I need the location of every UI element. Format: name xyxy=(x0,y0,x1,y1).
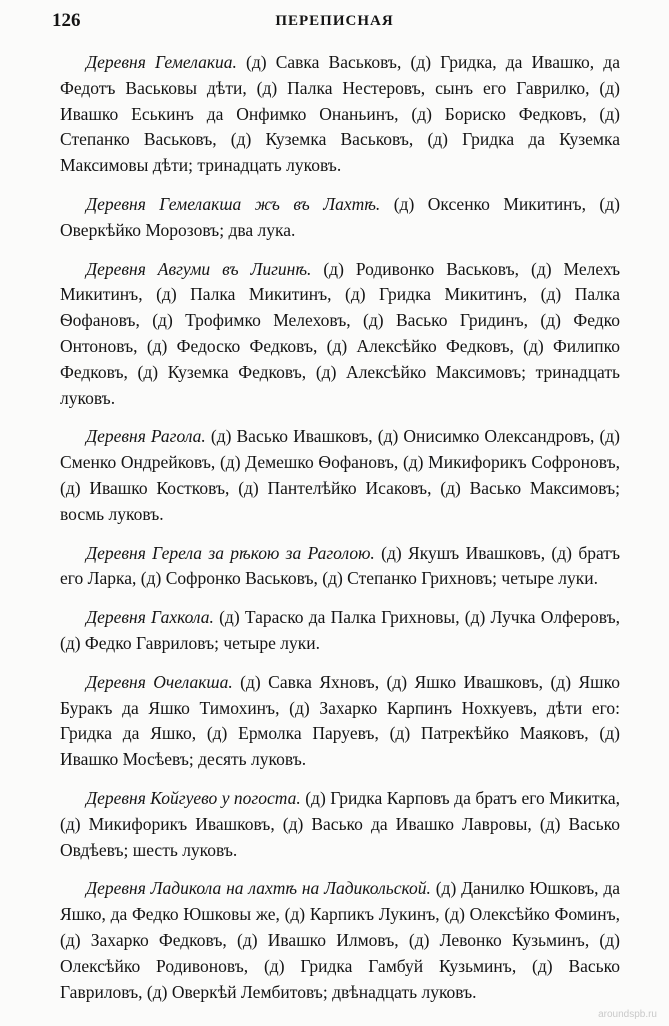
watermark: aroundspb.ru xyxy=(598,1009,657,1020)
household-list: (д) Якушъ Ивашковъ, (д) братъ его Ларка, (д) Софронко Васьковъ, (д) Степанко Грихновъ; четыре луки. xyxy=(60,542,620,589)
village-name: Деревня Рагола. xyxy=(86,426,206,447)
village-name: Деревня Гемелакиа. xyxy=(86,52,237,72)
household-list: (д) Данилко Юшковъ, да Яшко, да Федко Юшковы же, (д) Карпикъ Лукинъ, (д) Олексѣйко Фоминъ, (д) Захарко Федковъ, (д) Ивашко Илмовъ, (д) Левонко Кузьминъ, (д) Олексѣйко Родивоновъ, (д) Гридка Гамбуй Кузьминъ, (д) Васько Гавриловъ, (д) Оверкѣй Лембитовъ; двѣнадцать луковъ. xyxy=(60,878,621,1002)
household-list: (д) Родивонко Васьковъ, (д) Мелехъ Микитинъ, (д) Палка Микитинъ, (д) Гридка Микитинъ, (д) Палка Ѳофановъ, (д) Трофимко Мелеховъ, (д) Васько Гридинъ, (д) Федко Онтоновъ, (д) Федоско Федковъ, (д) Алексѣйко Федковъ, (д) Филипко Федковъ, (д) Куземка Федковъ, (д) Алексѣйко Максимовъ; тринадцать луковъ. xyxy=(60,258,620,408)
village-entry xyxy=(60,876,620,1005)
village-name: Деревня Авгуми въ Лигинѣ. xyxy=(86,258,312,279)
village-name: Деревня Гемелакша жъ въ Лахтѣ. xyxy=(86,193,381,214)
village-entry xyxy=(60,786,620,863)
household-list: (д) Савка Васьковъ, (д) Гридка, да Ивашко, да Федотъ Васьковы дѣти, (д) Палка Нестеровъ, сынъ его Гаврилко, (д) Ивашко Еськинъ да Онфимко Онаньинъ, (д) Бориско Федковъ, (д) Степанко Васьковъ, (д) Куземка Васьковъ, (д) Гридка да Куземка Максимовы дѣти; тринадцать луковъ. xyxy=(60,52,620,176)
village-entry xyxy=(60,424,620,527)
village-name: Деревня Койгуево у погоста. xyxy=(86,787,301,808)
page-header xyxy=(52,10,617,38)
household-list: (д) Оксенко Микитинъ, (д) Оверкѣйко Морозовъ; два лука. xyxy=(60,193,620,240)
village-entry xyxy=(60,50,620,179)
census-entries xyxy=(60,50,620,1018)
village-entry xyxy=(60,670,620,773)
village-name: Деревня Ладикола на лахтѣ на Ладикольской. xyxy=(86,878,431,899)
village-entry xyxy=(60,605,620,657)
village-name: Деревня Герела за рѣкою за Раголою. xyxy=(86,542,375,563)
household-list: (д) Гридка Карповъ да братъ его Микитка, (д) Микифорикъ Ивашковъ, (д) Васько да Ивашко Лавровы, (д) Васько Овдѣевъ; шесть луковъ. xyxy=(60,787,620,860)
household-list: (д) Васько Ивашковъ, (д) Онисимко Олександровъ, (д) Сменко Ондрейковъ, (д) Демешко Ѳофановъ, (д) Микифорикъ Софроновъ, (д) Ивашко Костковъ, (д) Пантелѣйко Исаковъ, (д) Васько Максимовъ; восмь луковъ. xyxy=(60,426,620,524)
running-title: ПЕРЕПИСНАЯ xyxy=(275,13,394,29)
village-name: Деревня Очелакша. xyxy=(86,671,233,692)
village-entry xyxy=(60,257,620,412)
village-entry xyxy=(60,192,620,244)
village-entry xyxy=(60,541,620,593)
household-list: (д) Савка Яхновъ, (д) Яшко Ивашковъ, (д) Яшко Буракъ да Яшко Тимохинъ, (д) Захарко Карпинъ Нохкуевъ, дѣти его: Гридка да Яшко, (д) Ермолка Паруевъ, (д) Патрекѣйко Маяковъ, (д) Ивашко Мосѣевъ; десять луковъ. xyxy=(60,671,620,770)
household-list: (д) Тараско да Палка Грихновы, (д) Лучка Олферовъ, (д) Федко Гавриловъ; четыре луки. xyxy=(60,607,620,653)
page-number: 126 xyxy=(52,10,81,31)
village-name: Деревня Гахкола. xyxy=(86,607,214,628)
